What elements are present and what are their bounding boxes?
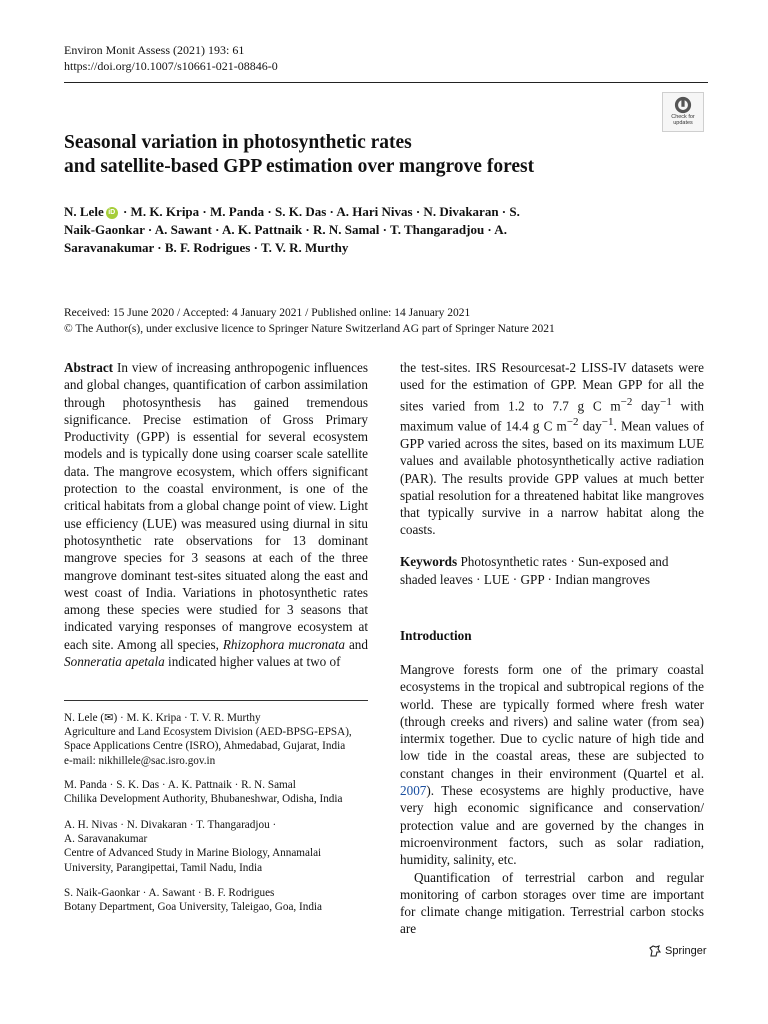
header-rule	[64, 82, 708, 83]
unit-day-2: day	[578, 418, 602, 434]
unit-day-1: day	[632, 397, 661, 413]
springer-logo	[648, 944, 707, 958]
affiliation-block-3	[64, 818, 368, 875]
species-sonneratia: Sonneratia apetala	[64, 654, 165, 670]
abstract-label: Abstract	[64, 360, 114, 375]
journal-header	[64, 42, 278, 74]
publisher-name: Springer	[665, 945, 707, 957]
abstract-cont-c: . Mean values of GPP varied across the sites, based on its maximum LUE values and available photosynthetically active radiation (PAR). The results provide GPP values at much better spatial resolution for a threatened habitat like mangroves that typically survive in a narrow habitat along the coasts.	[400, 418, 704, 538]
aff3-institute: Centre of Advanced Study in Marine Biology, Annamalai	[64, 847, 322, 860]
authors-line-3: Saravanakumar · B. F. Rodrigues · T. V. R. Murthy	[64, 240, 349, 255]
abstract-text-2: indicated higher values at two of	[164, 654, 341, 670]
abstract-cont-b: with maximum value of 14.4 g C m	[400, 397, 705, 434]
intro-paragraph-2: Quantification of terrestrial carbon and regular monitoring of carbon storages over time are important for climate change mitigation. Terrestrial carbon stocks are	[400, 869, 704, 937]
aff1-institute: Space Applications Centre (ISRO), Ahmedabad, Gujarat, India	[64, 740, 346, 753]
abstract-and: and	[345, 636, 368, 652]
journal-citation: Environ Monit Assess (2021) 193: 61	[64, 43, 245, 57]
unit-sup-1: −2	[620, 395, 633, 408]
introduction-heading: Introduction	[400, 628, 472, 643]
abstract-cont-a: the test-sites. IRS Resourcesat-2 LISS-IV datasets were used for the estimation of GPP. Mean GPP for all the sites varied from 1.2 to 7.7 g C m	[400, 360, 704, 413]
aff4-institute: Botany Department, Goa University, Taleigao, Goa, India	[64, 901, 323, 914]
keywords-label: Keywords	[400, 554, 458, 569]
first-author[interactable]: N. Lele	[64, 204, 104, 219]
abstract-text-1: In view of increasing anthropogenic influences and global changes, quantification of carbon assimilation through photosynthesis has gained tremendous significance. Precise estimation of Gross Primary Productivity (GPP) is essential for several ecosystem models and is typically done using coarser scale satellite data. The mangrove ecosystem, which offers significant protection to the coastal environment, is one of the critical habitats from a global change point of view. Light use efficiency (LUE) was measured using diurnal in situ photosynthetic rate observations for 13 dominant mangrove species for 3 seasons at each of the three mangrove dominant test-sites situated along the east and west coast of India. Variations in photosynthetic rates among these species were studied for 3 seasons that indicated varying responses of mangrove ecosystem at each site. Among all species,	[64, 360, 368, 652]
author-list	[64, 203, 564, 257]
authors-line-1: · M. K. Kripa · M. Panda · S. K. Das · A. Hari Nivas · N. Divakaran · S.	[119, 204, 520, 219]
affiliation-block-1	[64, 711, 368, 768]
dates-line: Received: 15 June 2020 / Accepted: 4 January 2021 / Published online: 14 January 2021	[64, 307, 471, 319]
aff3-authors-2: A. Saravanakumar	[64, 833, 148, 846]
keywords	[400, 553, 704, 589]
affiliation-rule	[64, 700, 368, 701]
species-rhizophora: Rhizophora mucronata	[222, 636, 345, 652]
abstract-column	[64, 359, 368, 670]
badge-label-2: updates	[673, 120, 693, 126]
introduction-body	[400, 661, 704, 938]
title-line-2: and satellite-based GPP estimation over mangrove forest	[64, 156, 535, 177]
intro-p1-text: Mangrove forests form one of the primary coastal ecosystems in the tropical and subtropical regions of the world. These are typically formed where fresh water (through creeks and rivers) and saline water (from sea) intermix together. Due to cyclic nature of high tide and low tide in the coastal areas, these are subjected to constant changes in their environment (Quartel et al.	[400, 662, 704, 781]
aff1-division: Agriculture and Land Ecosystem Division (AED-BPSG-EPSA),	[64, 726, 352, 739]
check-for-updates-badge[interactable]	[662, 92, 704, 132]
affiliation-block-4	[64, 886, 368, 914]
aff3-authors: A. H. Nivas · N. Divakaran · T. Thangaradjou ·	[64, 819, 277, 831]
unit-sup-4: −1	[601, 416, 614, 429]
keywords-text: Photosynthetic rates · Sun-exposed and shaded leaves · LUE · GPP · Indian mangroves	[400, 554, 669, 587]
aff4-authors: S. Naik-Gaonkar · A. Sawant · B. F. Rodrigues	[64, 887, 275, 899]
unit-sup-3: −2	[566, 416, 579, 429]
aff2-institute: Chilika Development Authority, Bhubaneshwar, Odisha, India	[64, 793, 343, 806]
abstract-continuation	[400, 359, 704, 539]
citation-link[interactable]: 2007	[400, 783, 427, 799]
intro-paragraph-1	[400, 661, 704, 869]
orcid-icon[interactable]: iD	[106, 207, 118, 219]
copyright-line: © The Author(s), under exclusive licence to Springer Nature Switzerland AG part of Springer Nature 2021	[64, 323, 555, 335]
aff3-location: University, Parangipettai, Tamil Nadu, India	[64, 861, 263, 874]
aff1-email[interactable]: e-mail: nikhillele@sac.isro.gov.in	[64, 754, 216, 767]
article-title	[64, 131, 644, 179]
intro-p1-text-2: ). These ecosystems are highly productive, have very high economic significance and conservation/ protection value and are governed by the changes in microenvironment factors, such as solar radiation, humidity, salinity, etc.	[400, 783, 704, 868]
aff2-authors: M. Panda · S. K. Das · A. K. Pattnaik · R. N. Samal	[64, 779, 296, 791]
affiliation-block-2	[64, 778, 368, 806]
authors-line-2: Naik-Gaonkar · A. Sawant · A. K. Pattnaik · R. N. Samal · T. Thangaradjou · A.	[64, 222, 507, 237]
check-updates-icon	[674, 96, 692, 114]
publication-dates	[64, 305, 555, 337]
title-line-1: Seasonal variation in photosynthetic rates	[64, 132, 412, 153]
doi-link[interactable]: https://doi.org/10.1007/s10661-021-08846-0	[64, 59, 278, 73]
unit-sup-2: −1	[660, 395, 672, 408]
badge-label-1: Check for	[671, 114, 695, 120]
aff1-authors: N. Lele (✉) · M. K. Kripa · T. V. R. Murthy	[64, 712, 261, 724]
springer-horse-icon	[648, 944, 662, 958]
